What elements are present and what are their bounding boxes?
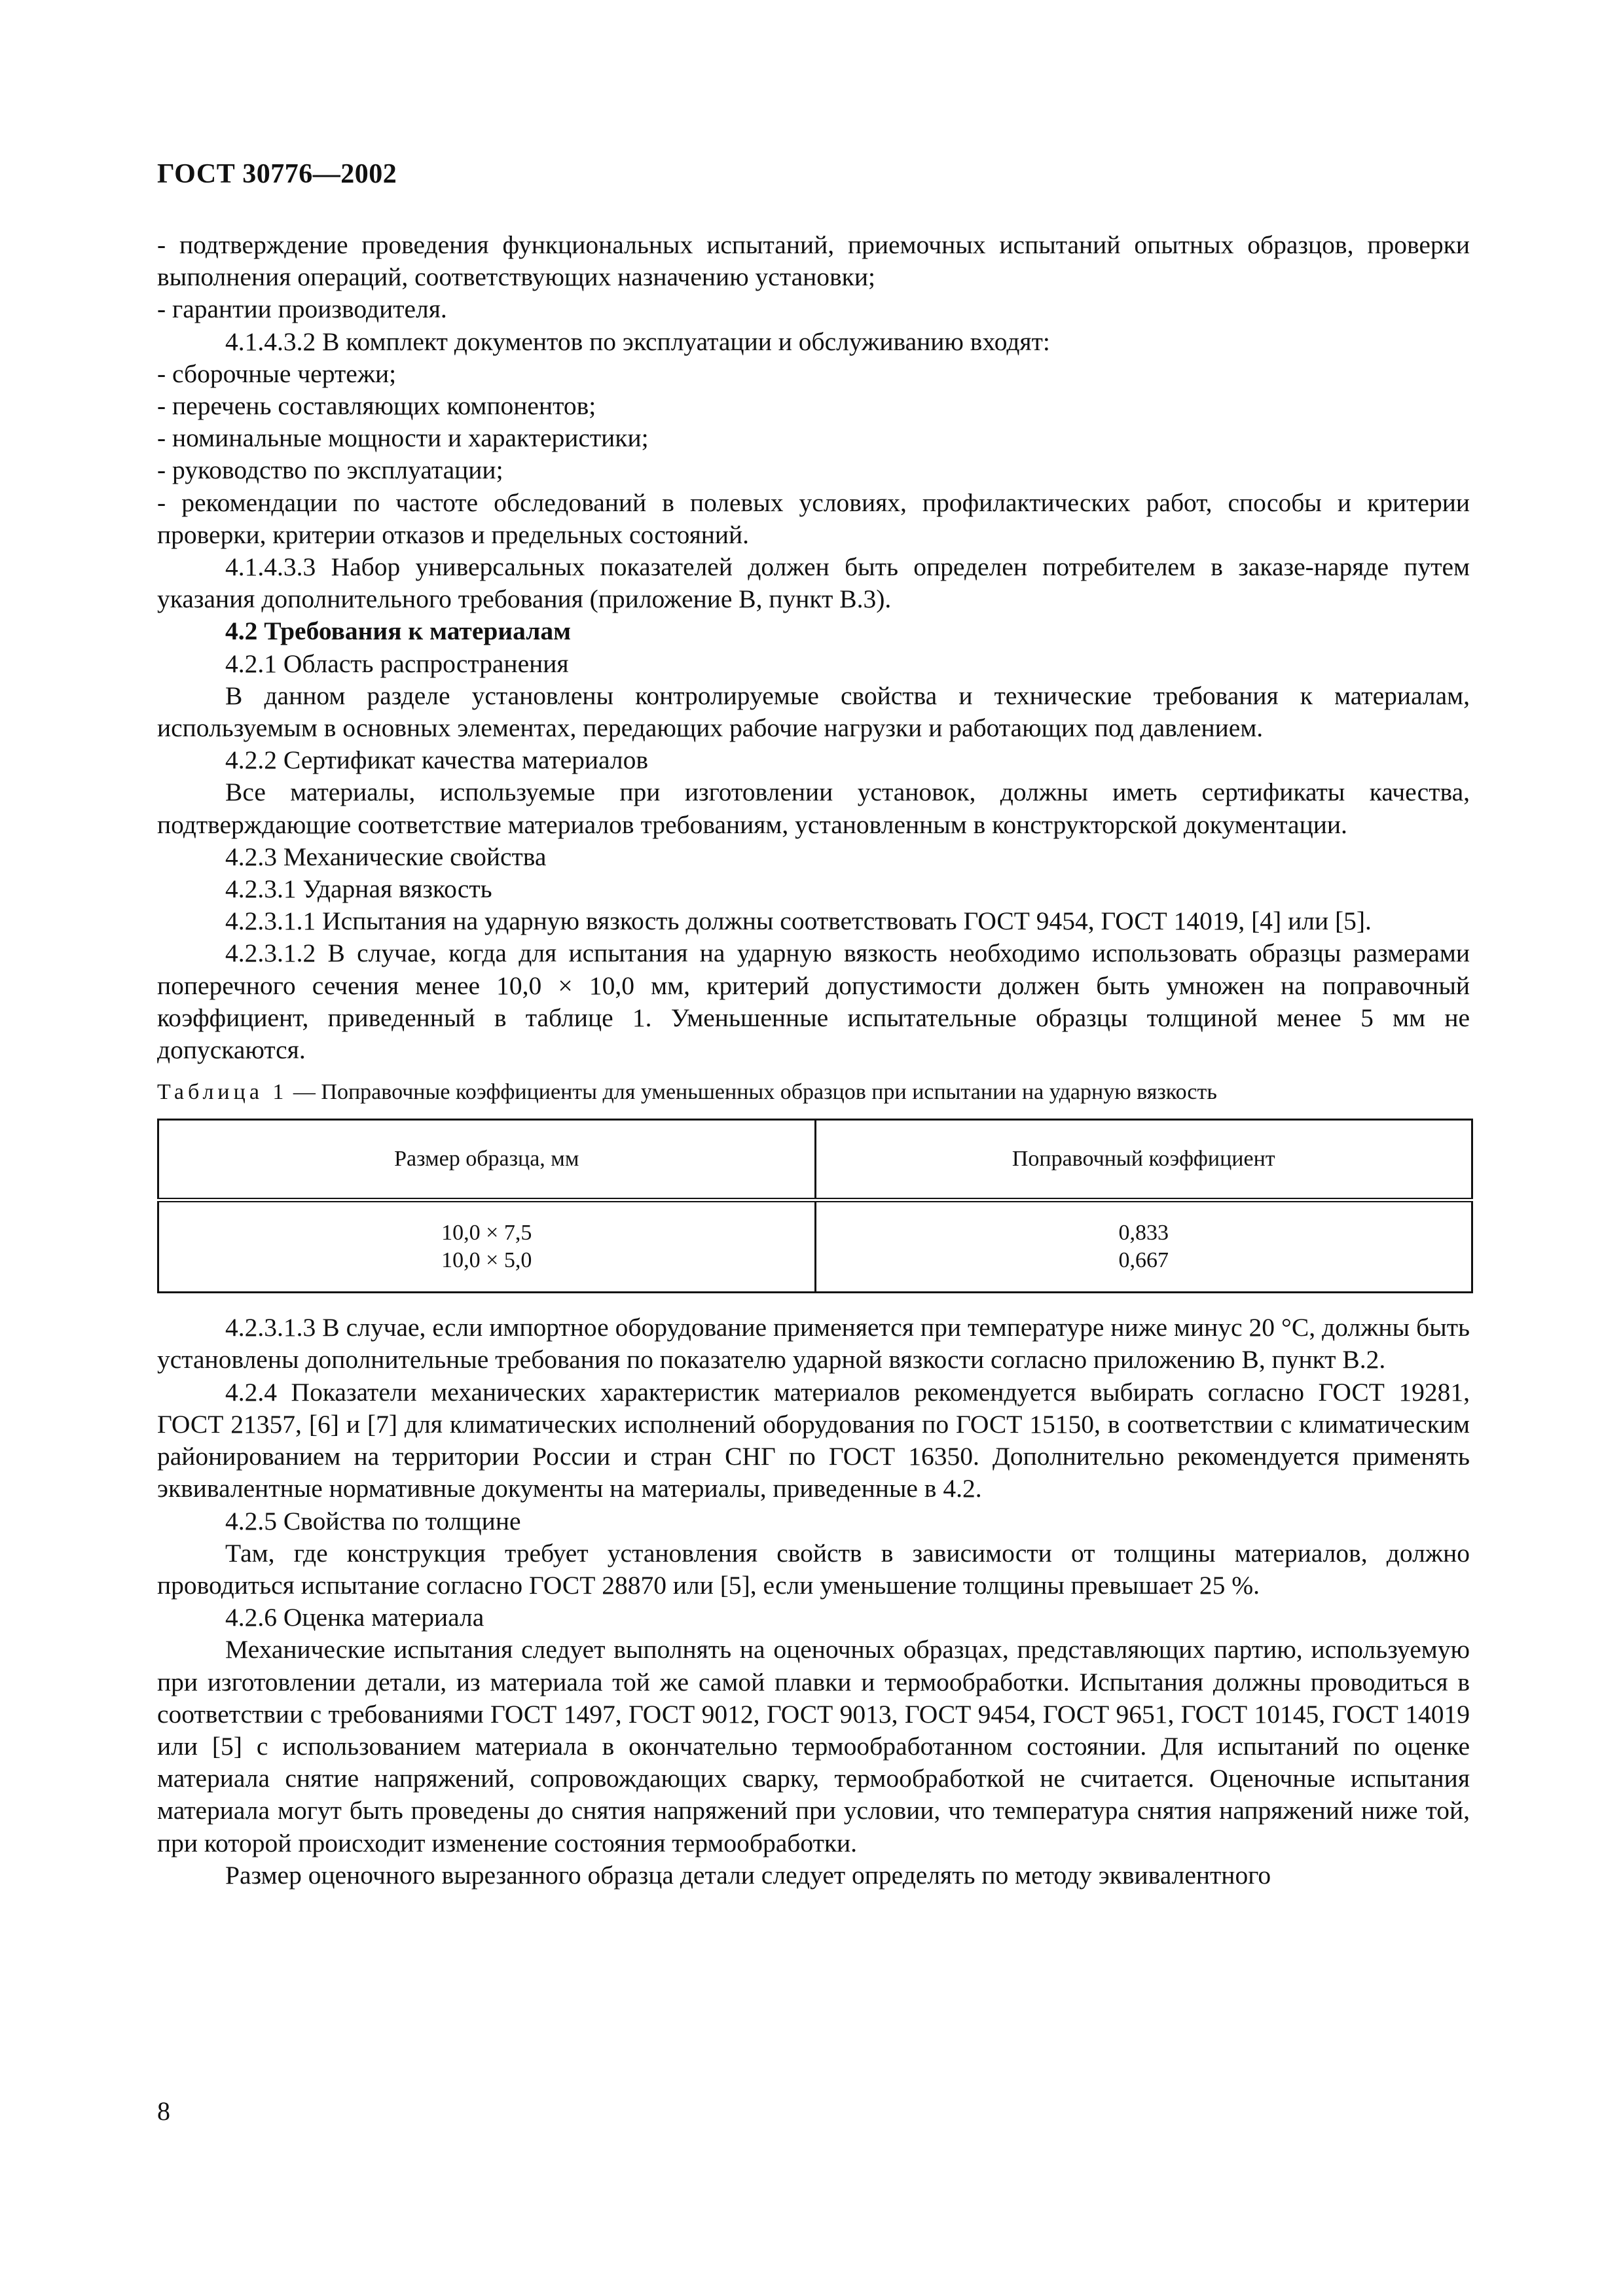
column-header-correction-factor: Поправочный коэффициент <box>815 1120 1472 1200</box>
document-body <box>157 229 1470 1892</box>
paragraph: В данном разделе установлены контролируемые свойства и технические требования к материалам, используемым в основных элементах, передающих рабочие нагрузки и работающих под давлением. <box>157 681 1470 743</box>
correction-factor-table <box>157 1119 1473 1293</box>
paragraph: - номинальные мощности и характеристики; <box>157 423 649 453</box>
paragraph: Размер оценочного вырезанного образца детали следует определять по методу эквивалентного <box>225 1860 1271 1890</box>
paragraph: 4.2.3.1.2 В случае, когда для испытания на ударную вязкость необходимо использовать образцы размерами поперечного сечения менее 10,0 × 10,0 мм, критерий допустимости должен быть умножен на поправочный коэффициент, приведенный в таблице 1. Уменьшенные испытательные образцы толщиной менее 5 мм не допускаются. <box>157 939 1470 1065</box>
paragraph: - гарантии производителя. <box>157 295 447 324</box>
document-header: ГОСТ 30776—2002 <box>157 159 397 189</box>
paragraph: - руководство по эксплуатации; <box>157 456 503 485</box>
paragraph: - рекомендации по частоте обследований в полевых условиях, профилактических работ, способы и критерии проверки, критерии отказов и предельных состояний. <box>157 488 1470 549</box>
paragraph: 4.2.3.1 Ударная вязкость <box>225 874 492 904</box>
paragraph: Механические испытания следует выполнять на оценочных образцах, представляющих партию, используемую при изготовлении детали, из материала той же самой плавки и термообработки. Испытания должны проводиться в соответствии с требованиями ГОСТ 1497, ГОСТ 9012, ГОСТ 9013, ГОСТ 9454, ГОСТ 9651, ГОСТ 10145, ГОСТ 14019 или [5] с использованием материала в окончательно термообработанном состоянии. Для испытаний по оценке материала снятие напряжений, сопровождающих сварку, термообработкой не считается. Оценочные испытания материала могут быть проведены до снятия напряжений при условии, что температура снятия напряжений ниже той, при которой происходит изменение состояния термообработки. <box>157 1635 1470 1857</box>
paragraph: 4.2.3.1.1 Испытания на ударную вязкость должны соответствовать ГОСТ 9454, ГОСТ 14019, [4] или [5]. <box>225 906 1372 936</box>
correction-factor-value: 0,667 <box>1118 1248 1169 1273</box>
paragraph: Там, где конструкция требует установления свойств в зависимости от толщины материалов, должно проводиться испытание согласно ГОСТ 28870 или [5], если уменьшение толщины превышает 25 %. <box>157 1538 1470 1600</box>
correction-factor-cell <box>815 1200 1472 1293</box>
paragraph: 4.2.1 Область распространения <box>225 649 569 678</box>
table-caption-label: Таблица 1 <box>157 1080 288 1105</box>
correction-factor-value: 0,833 <box>1118 1221 1169 1246</box>
sample-size-cell <box>158 1200 816 1293</box>
page-number: 8 <box>157 2096 170 2126</box>
paragraph: - перечень составляющих компонентов; <box>157 391 596 421</box>
body-section-1 <box>157 229 1470 1066</box>
table-caption-text: — Поправочные коэффициенты для уменьшенных образцов при испытании на ударную вязкость <box>287 1080 1217 1105</box>
paragraph: 4.2.4 Показатели механических характеристик материалов рекомендуется выбирать согласно ГОСТ 19281, ГОСТ 21357, [6] и [7] для климатических исполнений оборудования по ГОСТ 15150, в соответствии с климатическим районированием на территории России и стран СНГ по ГОСТ 16350. Дополнительно рекомендуется применять эквивалентные нормативные документы на материалы, приведенные в 4.2. <box>157 1377 1470 1503</box>
paragraph: - сборочные чертежи; <box>157 359 397 388</box>
paragraph: 4.2.3.1.3 В случае, если импортное оборудование применяется при температуре ниже минус 20 °С, должны быть установлены дополнительные требования по показателю ударной вязкости согласно приложению В, пункт В.2. <box>157 1313 1470 1374</box>
paragraph: - подтверждение проведения функциональных испытаний, приемочных испытаний опытных образцов, проверки выполнения операций, соответствующих назначению установки; <box>157 230 1470 292</box>
paragraph: 4.2.2 Сертификат качества материалов <box>225 745 649 775</box>
paragraph: 4.1.4.3.3 Набор универсальных показателей должен быть определен потребителем в заказе-наряде путем указания дополнительного требования (приложение В, пункт В.3). <box>157 552 1470 614</box>
paragraph: Все материалы, используемые при изготовлении установок, должны иметь сертификаты качества, подтверждающие соответствие материалов требованиям, установленным в конструкторской документации. <box>157 778 1470 839</box>
section-heading: 4.2 Требования к материалам <box>225 617 572 646</box>
paragraph: 4.2.6 Оценка материала <box>225 1603 484 1632</box>
paragraph: 4.2.5 Свойства по толщине <box>225 1506 521 1535</box>
sample-size-value: 10,0 × 7,5 <box>441 1221 532 1246</box>
paragraph: 4.2.3 Механические свойства <box>225 842 547 871</box>
sample-size-value: 10,0 × 5,0 <box>441 1248 532 1273</box>
paragraph: 4.1.4.3.2 В комплект документов по эксплуатации и обслуживанию входят: <box>225 327 1050 356</box>
table-header-row <box>158 1120 1472 1200</box>
table-caption <box>157 1078 1470 1107</box>
body-section-2 <box>157 1312 1470 1892</box>
column-header-sample-size: Размер образца, мм <box>158 1120 816 1200</box>
table-row <box>158 1200 1472 1293</box>
